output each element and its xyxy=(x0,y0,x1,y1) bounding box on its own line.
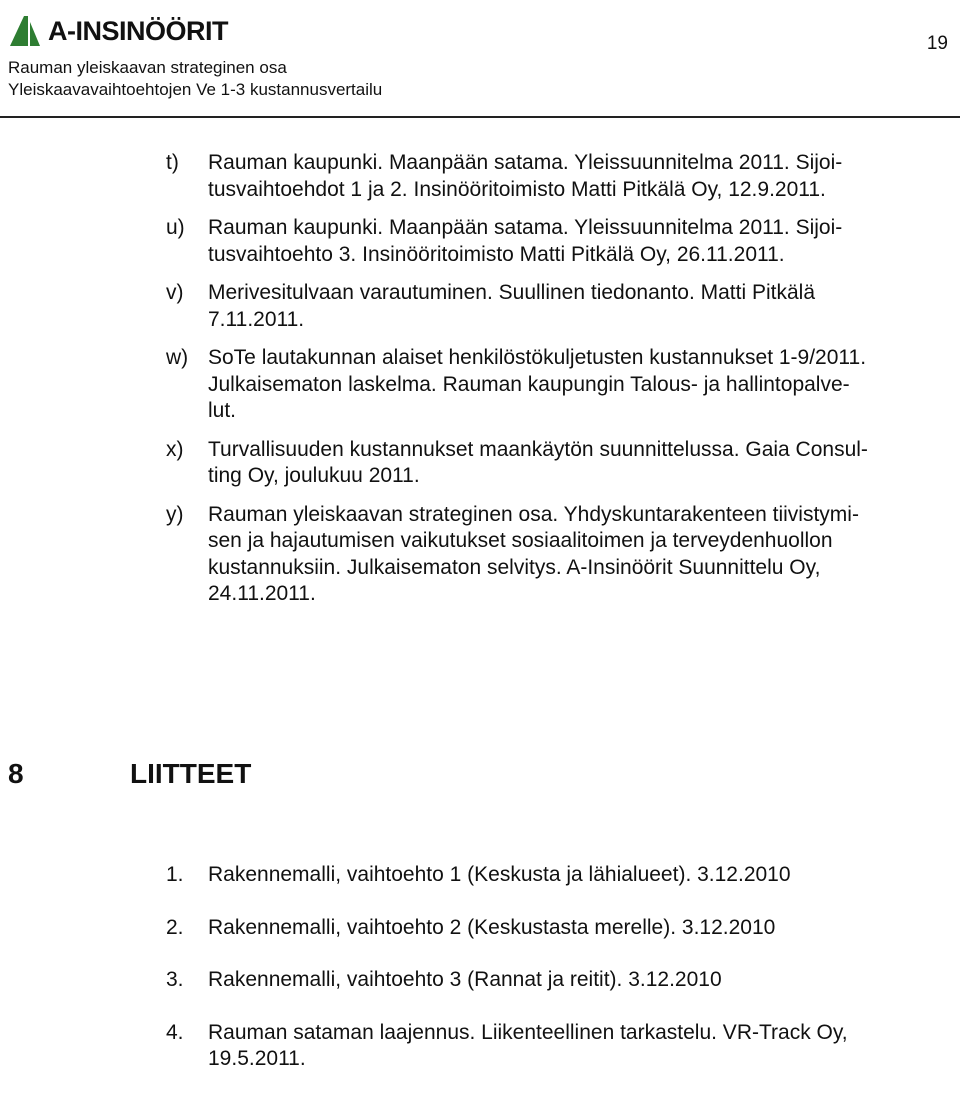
reference-item-label: y) xyxy=(166,502,184,526)
reference-item-text-line: tusvaihtoehto 3. Insinööritoimisto Matti Pitkälä Oy, 26.11.2011. xyxy=(208,242,785,266)
reference-item xyxy=(166,502,956,608)
reference-item xyxy=(166,437,956,490)
page-number: 19 xyxy=(926,33,948,54)
reference-list xyxy=(166,150,956,620)
logo-text: A-INSINÖÖRIT xyxy=(48,15,228,46)
appendix-list xyxy=(166,862,956,1099)
subtitle-line-2: Yleiskaavavaihtoehtojen Ve 1-3 kustannusvertailu xyxy=(8,80,383,99)
reference-item-text-line: Turvallisuuden kustannukset maankäytön suunnittelussa. Gaia Consul- xyxy=(208,437,868,461)
reference-item xyxy=(166,150,956,203)
section-heading xyxy=(8,758,251,790)
appendix-item-text-line: Rakennemalli, vaihtoehto 3 (Rannat ja reitit). 3.12.2010 xyxy=(208,968,722,991)
appendix-item-label: 3. xyxy=(166,968,184,991)
reference-item-label: x) xyxy=(166,437,184,461)
appendix-item-text-line: Rakennemalli, vaihtoehto 2 (Keskustasta merelle). 3.12.2010 xyxy=(208,915,776,939)
page-header xyxy=(0,0,960,120)
document-subtitle xyxy=(8,57,382,101)
reference-item-label: t) xyxy=(166,151,179,174)
reference-item-text-line: Rauman kaupunki. Maanpään satama. Yleissuunnitelma 2011. Sijoi- xyxy=(208,151,843,174)
reference-item-text-line: tusvaihtoehdot 1 ja 2. Insinööritoimisto Matti Pitkälä Oy, 12.9.2011. xyxy=(208,177,826,201)
appendix-item-label: 1. xyxy=(166,863,184,886)
logo-mark-icon xyxy=(8,14,42,48)
reference-item-text-line: ting Oy, joulukuu 2011. xyxy=(208,464,420,487)
reference-item-label: u) xyxy=(166,216,185,239)
reference-item-text-line: Merivesitulvaan varautuminen. Suullinen tiedonanto. Matti Pitkälä xyxy=(208,281,816,304)
reference-item-text-line: 7.11.2011. xyxy=(208,307,305,331)
reference-item-text-line: sen ja hajautumisen vaikutukset sosiaalitoimen ja terveydenhuollon xyxy=(208,529,833,552)
reference-item-text-line: kustannuksiin. Julkaisematon selvitys. A-Insinöörit Suunnittelu Oy, xyxy=(208,555,821,579)
reference-item xyxy=(166,345,956,425)
reference-item xyxy=(166,280,956,333)
section-title: LIITTEET xyxy=(130,758,252,789)
appendix-item-text-line: Rauman sataman laajennus. Liikenteellinen tarkastelu. VR-Track Oy, xyxy=(208,1020,848,1044)
subtitle-line-1: Rauman yleiskaavan strateginen osa xyxy=(8,58,287,77)
reference-item-text-line: lut. xyxy=(208,399,237,422)
reference-item-text-line: SoTe lautakunnan alaiset henkilöstökuljetusten kustannukset 1-9/2011. xyxy=(208,346,867,369)
reference-item-label: v) xyxy=(166,281,184,304)
appendix-item-label: 4. xyxy=(166,1020,184,1044)
reference-item xyxy=(166,215,956,268)
reference-item-text-line: Rauman kaupunki. Maanpään satama. Yleissuunnitelma 2011. Sijoi- xyxy=(208,216,843,239)
reference-item-text-line: Rauman yleiskaavan strateginen osa. Yhdyskuntarakenteen tiivistymi- xyxy=(208,502,859,526)
appendix-item xyxy=(166,915,956,942)
section-number: 8 xyxy=(8,758,24,789)
appendix-item xyxy=(166,862,956,889)
company-logo xyxy=(8,14,228,48)
appendix-item-label: 2. xyxy=(166,915,184,939)
reference-item-label: w) xyxy=(166,346,189,369)
header-divider xyxy=(0,116,960,118)
appendix-item xyxy=(166,1020,956,1073)
appendix-item-text-line: 19.5.2011. xyxy=(208,1047,306,1070)
reference-item-text-line: 24.11.2011. xyxy=(208,582,316,605)
reference-item-text-line: Julkaisematon laskelma. Rauman kaupungin Talous- ja hallintopalve- xyxy=(208,372,850,396)
appendix-item xyxy=(166,967,956,994)
appendix-item-text-line: Rakennemalli, vaihtoehto 1 (Keskusta ja lähialueet). 3.12.2010 xyxy=(208,863,791,886)
